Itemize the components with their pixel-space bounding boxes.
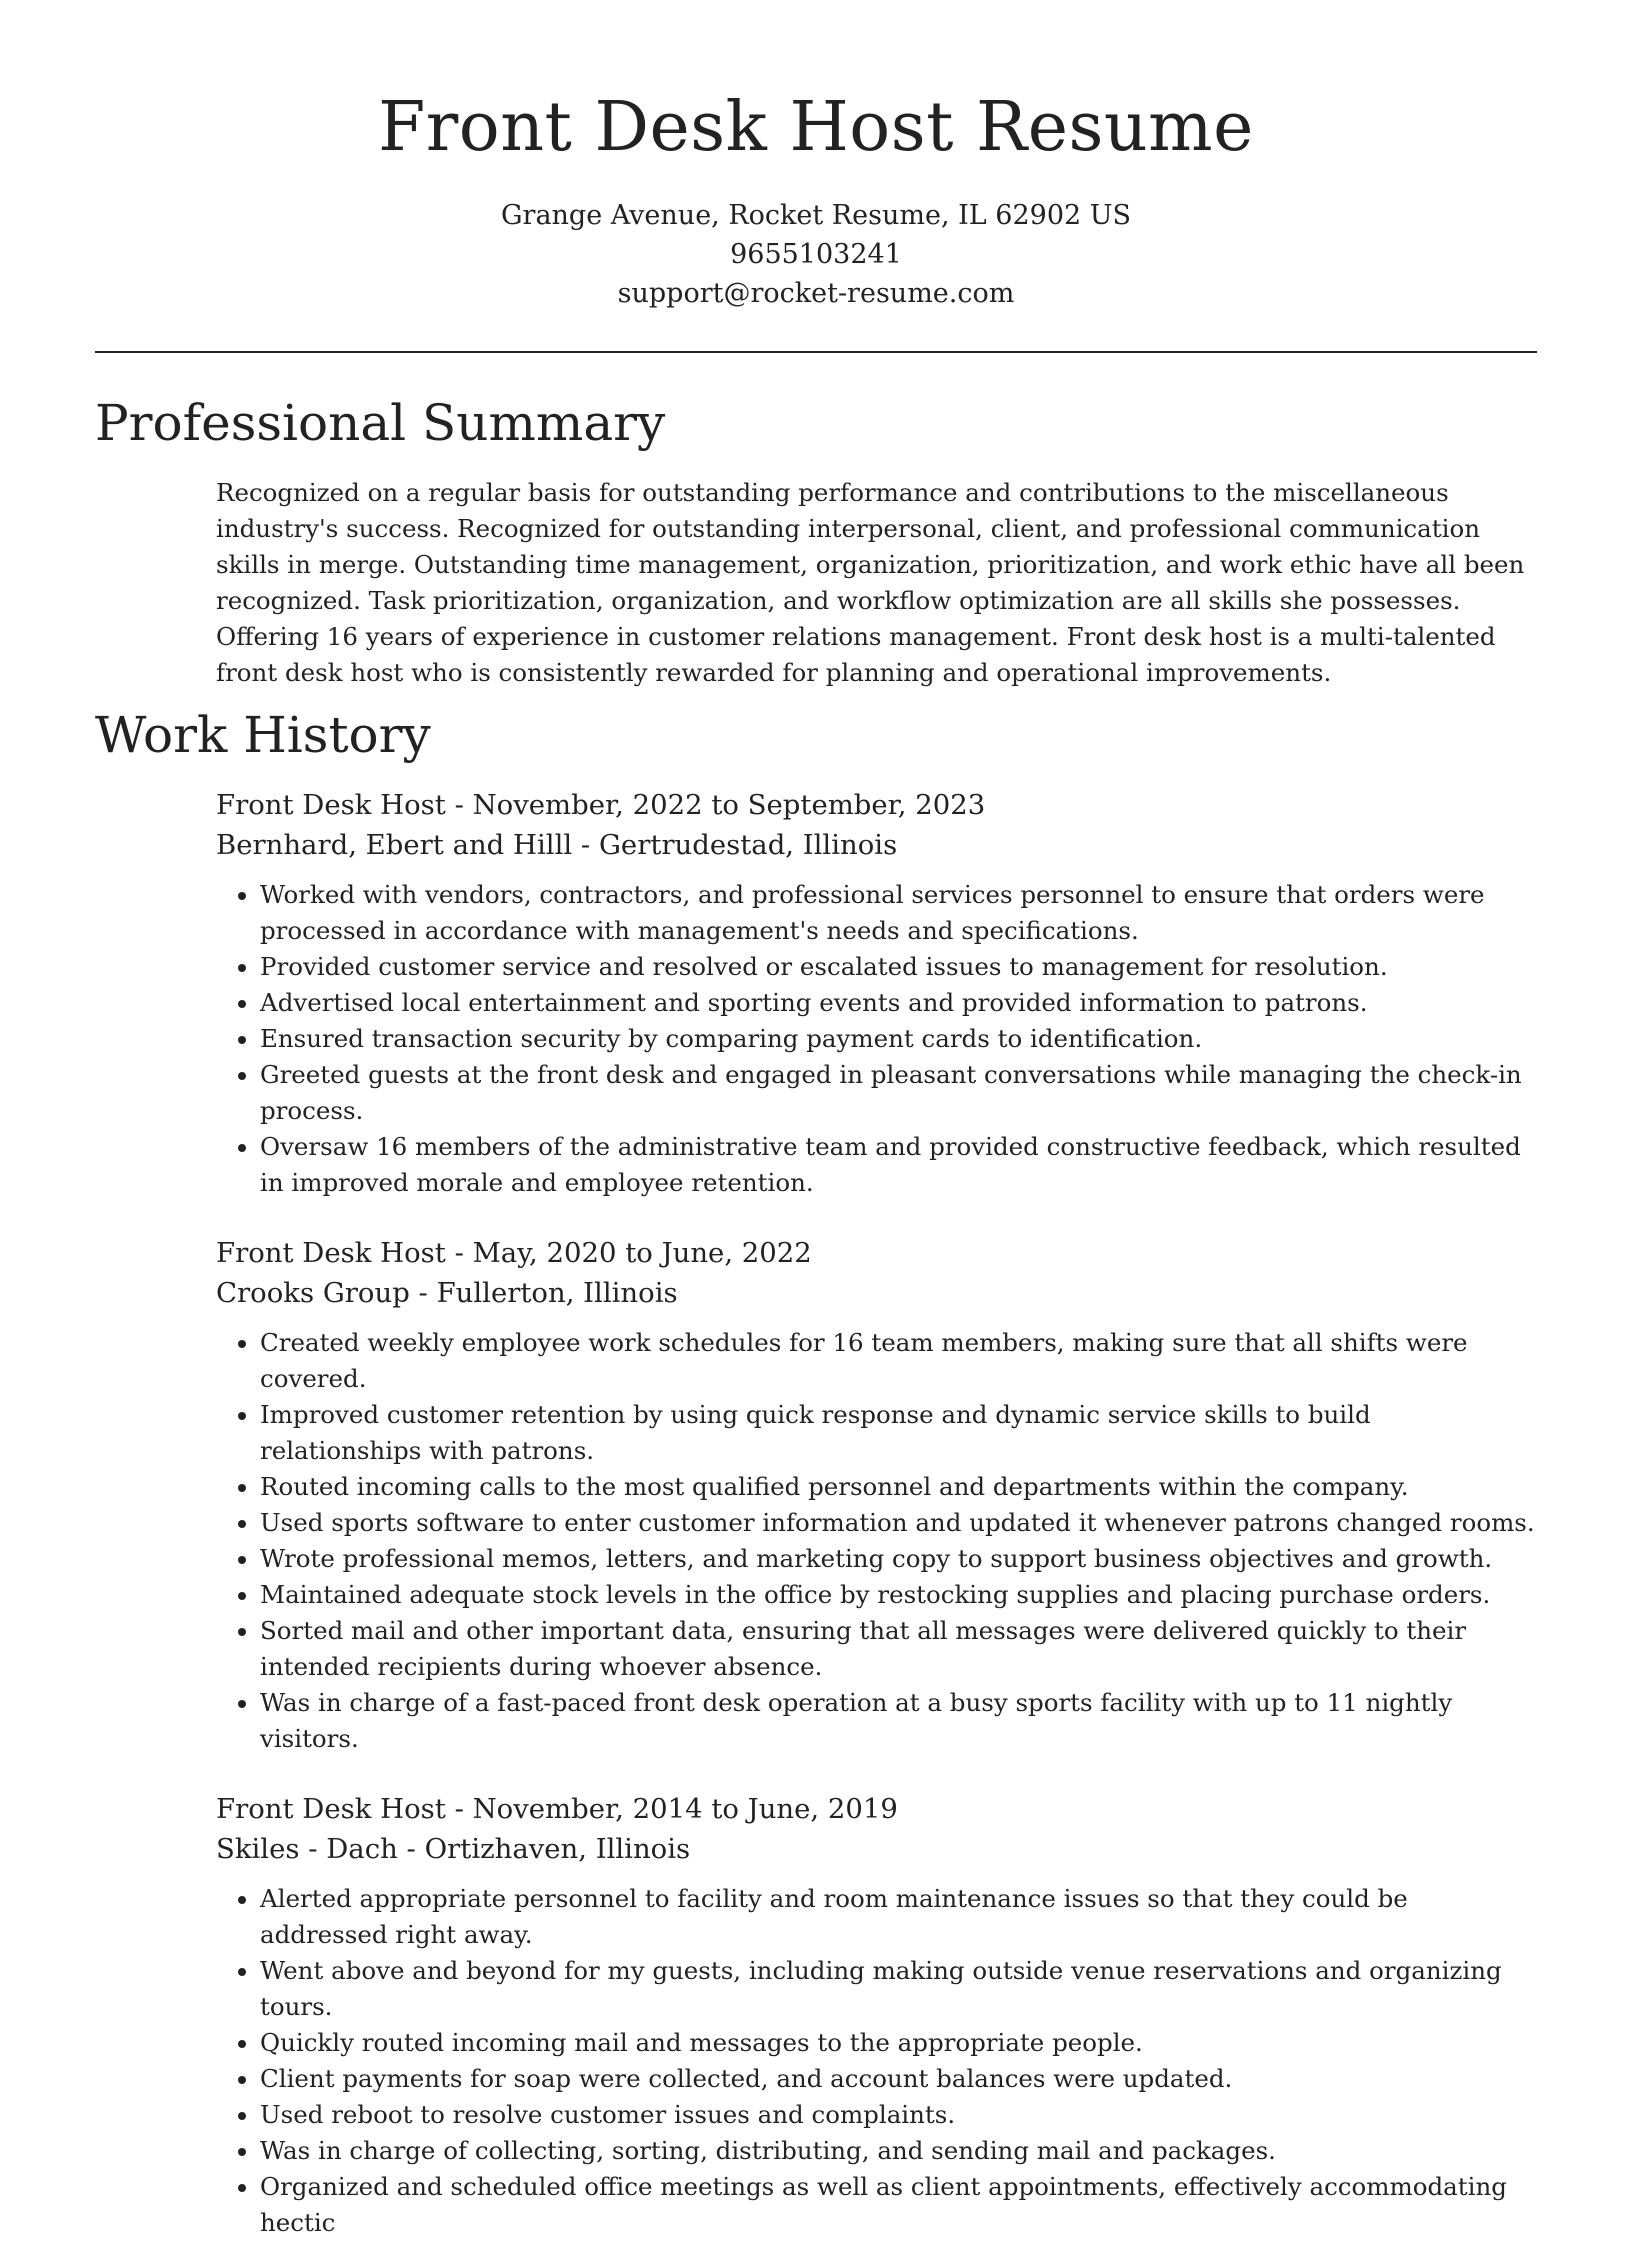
list-item: • Advertised local entertainment and sporting events and provided information to patrons. — [260, 985, 1537, 1021]
list-item: • Quickly routed incoming mail and messages to the appropriate people. — [260, 2025, 1537, 2061]
list-item: • Maintained adequate stock levels in the office by restocking supplies and placing purchase orders. — [260, 1577, 1537, 1613]
work-history-section — [95, 705, 1537, 2241]
job-title-line: Front Desk Host - November, 2014 to June, 2019 — [216, 1793, 898, 1825]
contact-info — [95, 196, 1537, 313]
job-company-line: Skiles - Dach - Ortizhaven, Illinois — [216, 1833, 691, 1865]
job-entry-1 — [216, 785, 1537, 1201]
resume-title: Front Desk Host Resume — [378, 88, 1254, 167]
list-item: • Oversaw 16 members of the administrative team and provided constructive feedback, which resulted in improved morale and employee retention. — [260, 1129, 1537, 1201]
professional-summary-section — [95, 393, 1537, 691]
list-item: • Alerted appropriate personnel to facility and room maintenance issues so that they could be addressed right away. — [260, 1881, 1537, 1953]
job-bullets — [216, 1325, 1537, 1757]
section-heading-work-history: Work History — [95, 706, 431, 764]
section-heading-summary: Professional Summary — [95, 394, 666, 452]
job-entry-3 — [216, 1789, 1537, 2241]
list-item: • Used reboot to resolve customer issues and complaints. — [260, 2097, 1537, 2133]
list-item: • Wrote professional memos, letters, and marketing copy to support business objectives and growth. — [260, 1541, 1537, 1577]
job-bullets — [216, 1881, 1537, 2241]
job-entry-2 — [216, 1233, 1537, 1757]
list-item: • Created weekly employee work schedules for 16 team members, making sure that all shifts were covered. — [260, 1325, 1537, 1397]
list-item: • Greeted guests at the front desk and engaged in pleasant conversations while managing the check-in process. — [260, 1057, 1537, 1129]
summary-text: Recognized on a regular basis for outstanding performance and contributions to the miscellaneous industry's success. Recognized for outstanding interpersonal, client, and professional communication skills in merge. Outstanding time management, organization, prioritization, and work ethic have all been recognized. Task prioritization, organization, and workflow optimization are all skills she possesses. Offering 16 years of experience in customer relations management. Front desk host is a multi-talented front desk host who is consistently rewarded for planning and operational improvements. — [216, 478, 1525, 687]
job-company-line: Bernhard, Ebert and Hilll - Gertrudestad, Illinois — [216, 829, 898, 861]
contact-email: support@rocket-resume.com — [617, 278, 1015, 309]
job-title-line: Front Desk Host - May, 2020 to June, 2022 — [216, 1237, 812, 1269]
list-item: • Was in charge of collecting, sorting, distributing, and sending mail and packages. — [260, 2133, 1537, 2169]
list-item: • Improved customer retention by using quick response and dynamic service skills to build relationships with patrons. — [260, 1397, 1537, 1469]
job-bullets — [216, 877, 1537, 1201]
job-title-line: Front Desk Host - November, 2022 to September, 2023 — [216, 789, 986, 821]
list-item: • Sorted mail and other important data, ensuring that all messages were delivered quickly to their intended recipients during whoever absence. — [260, 1613, 1537, 1685]
header-divider — [95, 351, 1537, 353]
job-company-line: Crooks Group - Fullerton, Illinois — [216, 1277, 678, 1309]
contact-phone: 9655103241 — [730, 239, 902, 270]
list-item: • Client payments for soap were collected, and account balances were updated. — [260, 2061, 1537, 2097]
list-item: • Organized and scheduled office meetings as well as client appointments, effectively accommodating hectic — [260, 2169, 1537, 2241]
list-item: • Ensured transaction security by comparing payment cards to identification. — [260, 1021, 1537, 1057]
list-item: • Was in charge of a fast-paced front desk operation at a busy sports facility with up to 11 nightly visitors. — [260, 1685, 1537, 1757]
contact-address: Grange Avenue, Rocket Resume, IL 62902 US — [500, 200, 1132, 231]
list-item: • Worked with vendors, contractors, and professional services personnel to ensure that orders were processed in accordance with management's needs and specifications. — [260, 877, 1537, 949]
list-item: • Provided customer service and resolved or escalated issues to management for resolution. — [260, 949, 1537, 985]
list-item: • Routed incoming calls to the most qualified personnel and departments within the company. — [260, 1469, 1537, 1505]
resume-header — [95, 0, 1537, 313]
list-item: • Used sports software to enter customer information and updated it whenever patrons changed rooms. — [260, 1505, 1537, 1541]
list-item: • Went above and beyond for my guests, including making outside venue reservations and organizing tours. — [260, 1953, 1537, 2025]
